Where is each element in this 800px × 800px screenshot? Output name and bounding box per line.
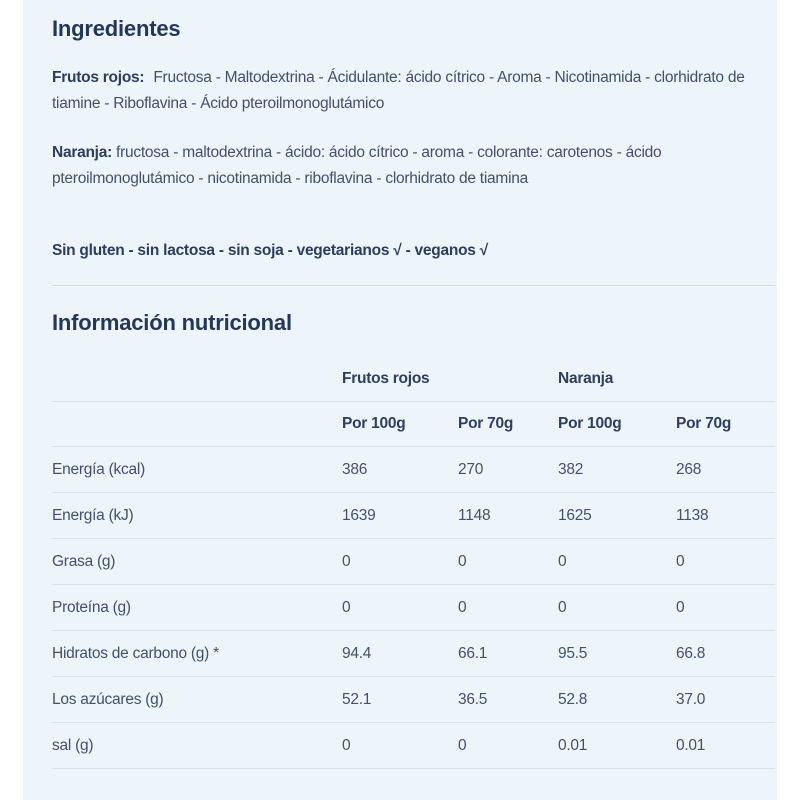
cell-value: 1625 bbox=[558, 506, 592, 524]
cell-value: 382 bbox=[558, 460, 584, 478]
table-row bbox=[52, 677, 775, 723]
ingredient-paragraph-naranja bbox=[52, 140, 754, 192]
cell-value: 268 bbox=[676, 460, 702, 478]
cell-value: 52.8 bbox=[558, 690, 588, 708]
table-row bbox=[52, 631, 775, 677]
dietary-note: Sin gluten - sin lactosa - sin soja - vegetarianos √ - veganos √ bbox=[52, 242, 488, 259]
nutrition-table bbox=[52, 357, 775, 769]
table-row bbox=[52, 493, 775, 539]
ingredient-paragraph-frutos-rojos bbox=[52, 65, 754, 117]
ingredient-flavor-name: Naranja: bbox=[52, 144, 113, 161]
cell-value: 94.4 bbox=[342, 644, 372, 662]
table-row bbox=[52, 723, 775, 769]
cell-value: 95.5 bbox=[558, 644, 588, 662]
cell-value: 0 bbox=[342, 736, 351, 754]
table-row bbox=[52, 585, 775, 631]
cell-value: 37.0 bbox=[676, 690, 706, 708]
column-header: Por 100g bbox=[342, 415, 406, 432]
row-label: Energía (kcal) bbox=[52, 460, 145, 478]
cell-value: 1639 bbox=[342, 506, 376, 524]
group-header-frutos-rojos: Frutos rojos bbox=[342, 370, 430, 387]
cell-value: 1148 bbox=[458, 506, 491, 524]
table-row bbox=[52, 539, 775, 585]
product-info-panel bbox=[23, 0, 777, 800]
cell-value: 0 bbox=[558, 598, 567, 616]
row-label: Los azúcares (g) bbox=[52, 690, 164, 708]
cell-value: 36.5 bbox=[458, 690, 488, 708]
row-label: Energía (kJ) bbox=[52, 506, 134, 524]
cell-value: 52.1 bbox=[342, 690, 372, 708]
cell-value: 0 bbox=[342, 552, 351, 570]
cell-value: 0.01 bbox=[676, 736, 706, 754]
group-header-naranja: Naranja bbox=[558, 370, 614, 387]
column-header: Por 70g bbox=[458, 415, 514, 432]
cell-value: 270 bbox=[458, 460, 484, 478]
ingredient-list: Fructosa - Maltodextrina - Ácidulante: ácido cítrico - Aroma - Nicotinamida - clorhidrato de tiamine - Riboflavina - Ácido pteroilmonoglutámico bbox=[52, 69, 749, 112]
column-header: Por 100g bbox=[558, 415, 622, 432]
cell-value: 1138 bbox=[676, 506, 709, 524]
cell-value: 0 bbox=[558, 552, 567, 570]
section-divider bbox=[52, 285, 775, 286]
column-header: Por 70g bbox=[676, 415, 732, 432]
table-row bbox=[52, 447, 775, 493]
cell-value: 66.1 bbox=[458, 644, 488, 662]
cell-value: 0.01 bbox=[558, 736, 588, 754]
cell-value: 0 bbox=[458, 736, 467, 754]
row-label: Hidratos de carbono (g) * bbox=[52, 644, 219, 662]
cell-value: 0 bbox=[458, 552, 467, 570]
ingredient-list: fructosa - maltodextrina - ácido: ácido cítrico - aroma - colorante: carotenos - ácido pteroilmonoglutámico - nicotinamida - riboflavina - clorhidrato de tiamina bbox=[52, 144, 666, 187]
cell-value: 0 bbox=[676, 552, 685, 570]
row-label: Proteína (g) bbox=[52, 598, 131, 616]
row-label: Grasa (g) bbox=[52, 552, 116, 570]
table-column-header-row bbox=[52, 402, 775, 447]
table-group-header-row bbox=[52, 357, 775, 402]
cell-value: 0 bbox=[676, 598, 685, 616]
cell-value: 0 bbox=[342, 598, 351, 616]
cell-value: 386 bbox=[342, 460, 368, 478]
content-column bbox=[52, 0, 775, 769]
row-label: sal (g) bbox=[52, 736, 94, 754]
ingredient-flavor-name: Frutos rojos: bbox=[52, 69, 145, 86]
ingredients-title: Ingredientes bbox=[52, 16, 181, 41]
cell-value: 0 bbox=[458, 598, 467, 616]
nutrition-title: Información nutricional bbox=[52, 310, 292, 335]
cell-value: 66.8 bbox=[676, 644, 706, 662]
